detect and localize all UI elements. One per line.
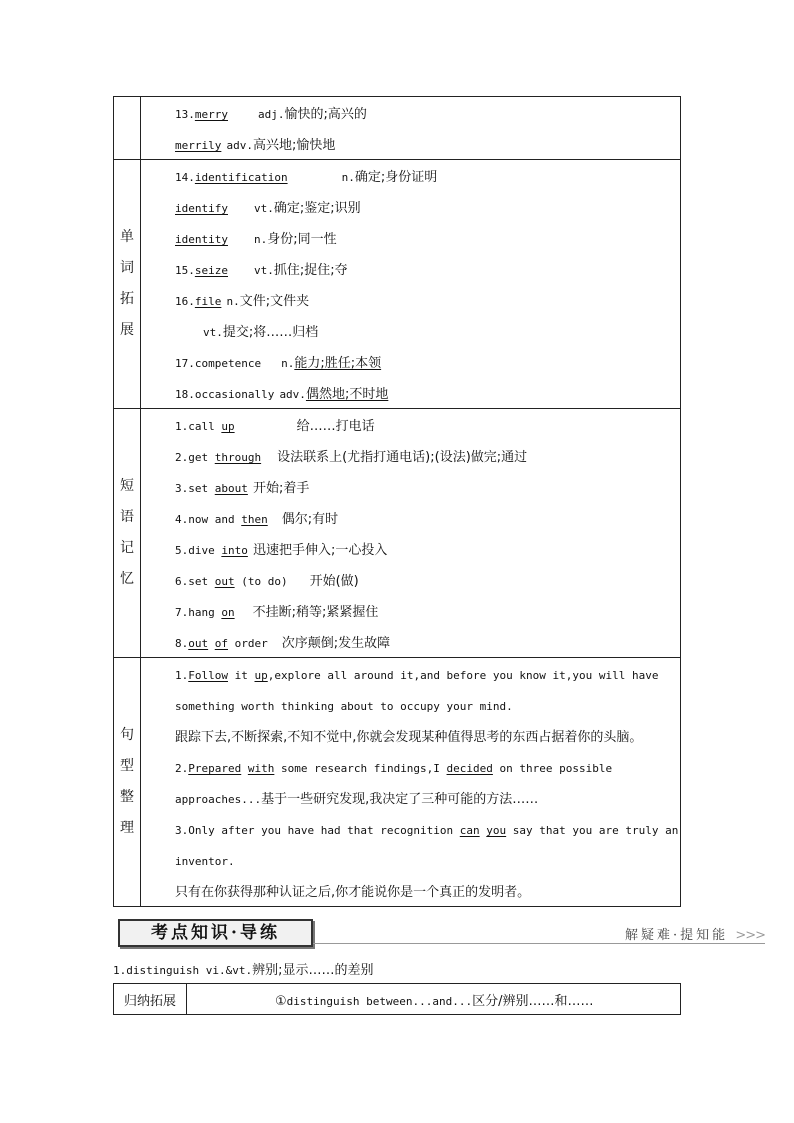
- phrase-meaning: 开始;着手: [252, 481, 310, 496]
- item-13-word: merry: [194, 108, 228, 121]
- item-14-d1-line: [175, 191, 674, 222]
- phrase-blank: on: [221, 606, 235, 619]
- label-char: 句: [120, 727, 134, 743]
- item-15-line: [175, 253, 674, 284]
- row-vocab-extension: [114, 160, 681, 409]
- phrase-4: [175, 502, 674, 533]
- item-16-word: file: [194, 295, 222, 308]
- sentence-text: something worth thinking about to occupy your mind.: [175, 700, 513, 713]
- label-char: 词: [120, 260, 134, 276]
- section-title: 考点知识·导练: [118, 919, 313, 947]
- item-17-line: [175, 346, 674, 377]
- sentence-blank: can: [459, 824, 480, 837]
- item-13-num: 13.: [175, 108, 195, 121]
- sentence-1-line2: [175, 689, 674, 720]
- sentence-1-line1: [175, 658, 674, 689]
- phrase-blank: about: [214, 482, 248, 495]
- item-13-pos: adj.: [258, 108, 285, 121]
- double-chevron-icon: >>>: [735, 928, 765, 943]
- phrase-1: [175, 409, 674, 440]
- sentence-blank: up: [254, 669, 268, 682]
- point-1-heading: [113, 958, 373, 980]
- phrase-text: 5.dive: [175, 544, 222, 557]
- sentence-blank: Follow: [188, 669, 228, 682]
- sentence-3-line1: [175, 813, 679, 844]
- label-char: 单: [120, 229, 134, 245]
- phrase-text: 6.set: [175, 575, 215, 588]
- item-18-pos: adv.: [279, 388, 306, 401]
- item-17-meaning: 能力;胜任;本领: [294, 356, 382, 371]
- sentence-text: say that you are truly an: [506, 824, 679, 837]
- phrase-text: order: [228, 637, 268, 650]
- sentence-translation: 只有在你获得那种认证之后,你才能说你是一个真正的发明者。: [175, 885, 531, 900]
- phrase-8: [175, 626, 674, 657]
- item-13-derived-line: [175, 128, 674, 159]
- sentence-text: 3.Only after you have had that recognition: [175, 824, 460, 837]
- label-char: 忆: [120, 571, 134, 587]
- sentence-text: approaches...: [175, 793, 262, 806]
- item-14-d2-line: [175, 222, 674, 253]
- item-14-d2-meaning: 身份;同一性: [267, 232, 337, 247]
- phrase-blank: up: [221, 420, 235, 433]
- label-char: 理: [120, 820, 134, 836]
- label-char: 整: [120, 789, 134, 805]
- sentence-text: some research findings,I: [274, 762, 447, 775]
- sentence-text: it: [228, 669, 255, 682]
- item-13-derived-pos: adv.: [226, 139, 253, 152]
- phrase-text: 4.now and: [175, 513, 242, 526]
- item-14-d2-pos: n.: [253, 233, 268, 246]
- empty-label-cell: [114, 97, 141, 160]
- item-14-d1: identify: [175, 202, 228, 215]
- section-subtitle-text: 解疑难·提知能: [625, 928, 729, 943]
- sentence-text: [241, 762, 248, 775]
- phrase-blank: then: [241, 513, 268, 526]
- row-phrases: [114, 409, 681, 658]
- section-subtitle: [625, 924, 765, 943]
- item-16-pos2: vt.: [203, 326, 223, 339]
- sentence-text: on three possible: [492, 762, 613, 775]
- phrases-label: [114, 409, 141, 658]
- phrases-cell: [141, 409, 681, 658]
- vocab-table: [113, 96, 681, 907]
- phrase-blank: through: [214, 451, 262, 464]
- item-16-num: 16.: [175, 295, 195, 308]
- item-13-derived-meaning: 高兴地;愉快地: [252, 138, 336, 153]
- item-14-num: 14.: [175, 171, 195, 184]
- sentence-2-line2: [175, 782, 674, 813]
- point-1-word: 1.distinguish vi.&vt.: [113, 964, 253, 977]
- sentence-num: 1.: [175, 669, 189, 682]
- item-14-d1-pos: vt.: [253, 202, 274, 215]
- item-18-line: [175, 377, 674, 408]
- phrase-meaning: 不挂断;稍等;紧紧握住: [252, 605, 379, 620]
- summary-row: [114, 984, 681, 1015]
- label-char: 型: [120, 758, 134, 774]
- item-14-word: identification: [194, 171, 288, 184]
- point-1-meaning: 辨别;显示……的差别: [252, 963, 374, 978]
- item-13-derived: merrily: [175, 139, 222, 152]
- phrase-meaning: 迅速把手伸入;一心投入: [252, 543, 388, 558]
- item-14-line: [175, 160, 674, 191]
- sentence-translation: 基于一些研究发现,我决定了三种可能的方法……: [261, 792, 539, 807]
- item-14-d1-meaning: 确定;鉴定;识别: [273, 201, 361, 216]
- summary-table: [113, 983, 681, 1015]
- phrase-3: [175, 471, 674, 502]
- sentence-3-cn: [175, 875, 674, 906]
- phrase-meaning: 次序颠倒;发生故障: [281, 636, 391, 651]
- row-item-13: [114, 97, 681, 160]
- phrase-text: 7.hang: [175, 606, 222, 619]
- phrase-blank: of: [214, 637, 228, 650]
- label-char: 拓: [120, 291, 134, 307]
- circled-number: ①: [275, 993, 287, 1009]
- phrase-text: 3.set: [175, 482, 215, 495]
- summary-content: [187, 984, 681, 1015]
- item-16-meaning2: 提交;将……归档: [222, 325, 319, 340]
- label-char: 短: [120, 478, 134, 494]
- phrase-meaning: 开始(做): [309, 574, 359, 589]
- item-15-num: 15.: [175, 264, 195, 277]
- sentence-3-line2: [175, 844, 674, 875]
- phrase-text: 8.: [175, 637, 189, 650]
- label-char: 记: [120, 540, 134, 556]
- item-13-line: [175, 97, 674, 128]
- phrase-meaning: 设法联系上(尤指打通电话);(设法)做完;通过: [277, 450, 528, 465]
- item-16-line2: [175, 315, 674, 346]
- phrase-blank: out: [214, 575, 235, 588]
- summary-phrase: distinguish between...and...: [286, 994, 473, 1008]
- sentences-label: [114, 658, 141, 907]
- item-13-cell: [141, 97, 681, 160]
- item-13-meaning: 愉快的;高兴的: [284, 107, 367, 122]
- section-banner: [113, 916, 765, 948]
- summary-label: 归纳拓展: [114, 984, 187, 1015]
- vocab-extension-cell: [141, 160, 681, 409]
- sentence-num: 2.: [175, 762, 189, 775]
- item-16-meaning: 文件;文件夹: [239, 294, 310, 309]
- label-char: 展: [120, 322, 134, 338]
- sentence-blank: you: [486, 824, 507, 837]
- item-17-word: 17.competence: [175, 357, 262, 370]
- phrase-5: [175, 533, 674, 564]
- label-char: 语: [120, 509, 134, 525]
- sentence-translation: 跟踪下去,不断探索,不知不觉中,你就会发现某种值得思考的东西占据着你的头脑。: [175, 730, 643, 745]
- sentence-blank: Prepared: [188, 762, 242, 775]
- phrase-text: 2.get: [175, 451, 215, 464]
- item-15-word: seize: [194, 264, 228, 277]
- item-18-word: 18.occasionally: [175, 388, 275, 401]
- sentence-1-cn: [175, 720, 674, 751]
- phrase-7: [175, 595, 674, 626]
- item-14-d2: identity: [175, 233, 228, 246]
- phrase-6: [175, 564, 674, 595]
- phrase-2: [175, 440, 674, 471]
- sentence-blank: with: [247, 762, 275, 775]
- phrase-blank: out: [188, 637, 209, 650]
- sentence-text: inventor.: [175, 855, 235, 868]
- item-17-pos: n.: [281, 357, 295, 370]
- phrase-text: (to do): [234, 575, 288, 588]
- item-15-pos: vt.: [254, 264, 274, 277]
- item-18-meaning: 偶然地;不时地: [305, 387, 389, 402]
- summary-meaning: 区分/辨别……和……: [472, 993, 594, 1009]
- row-sentences: [114, 658, 681, 907]
- sentences-cell: [141, 658, 681, 907]
- phrase-meaning: 给……打电话: [296, 419, 375, 434]
- item-14-meaning: 确定;身份证明: [354, 170, 438, 185]
- item-15-meaning: 抓住;捉住;夺: [273, 263, 348, 278]
- banner-divider: [313, 943, 765, 944]
- sentence-text: ,explore all around it,and before you know it,you will have: [267, 669, 659, 682]
- phrase-meaning: 偶尔;有时: [281, 512, 339, 527]
- item-16-line: [175, 284, 674, 315]
- vocab-extension-label: [114, 160, 141, 409]
- sentence-blank: decided: [446, 762, 493, 775]
- phrase-text: 1.call: [175, 420, 222, 433]
- item-16-pos: n.: [226, 295, 240, 308]
- item-14-pos: n.: [341, 171, 355, 184]
- phrase-blank: into: [221, 544, 248, 557]
- sentence-2-line1: [175, 751, 674, 782]
